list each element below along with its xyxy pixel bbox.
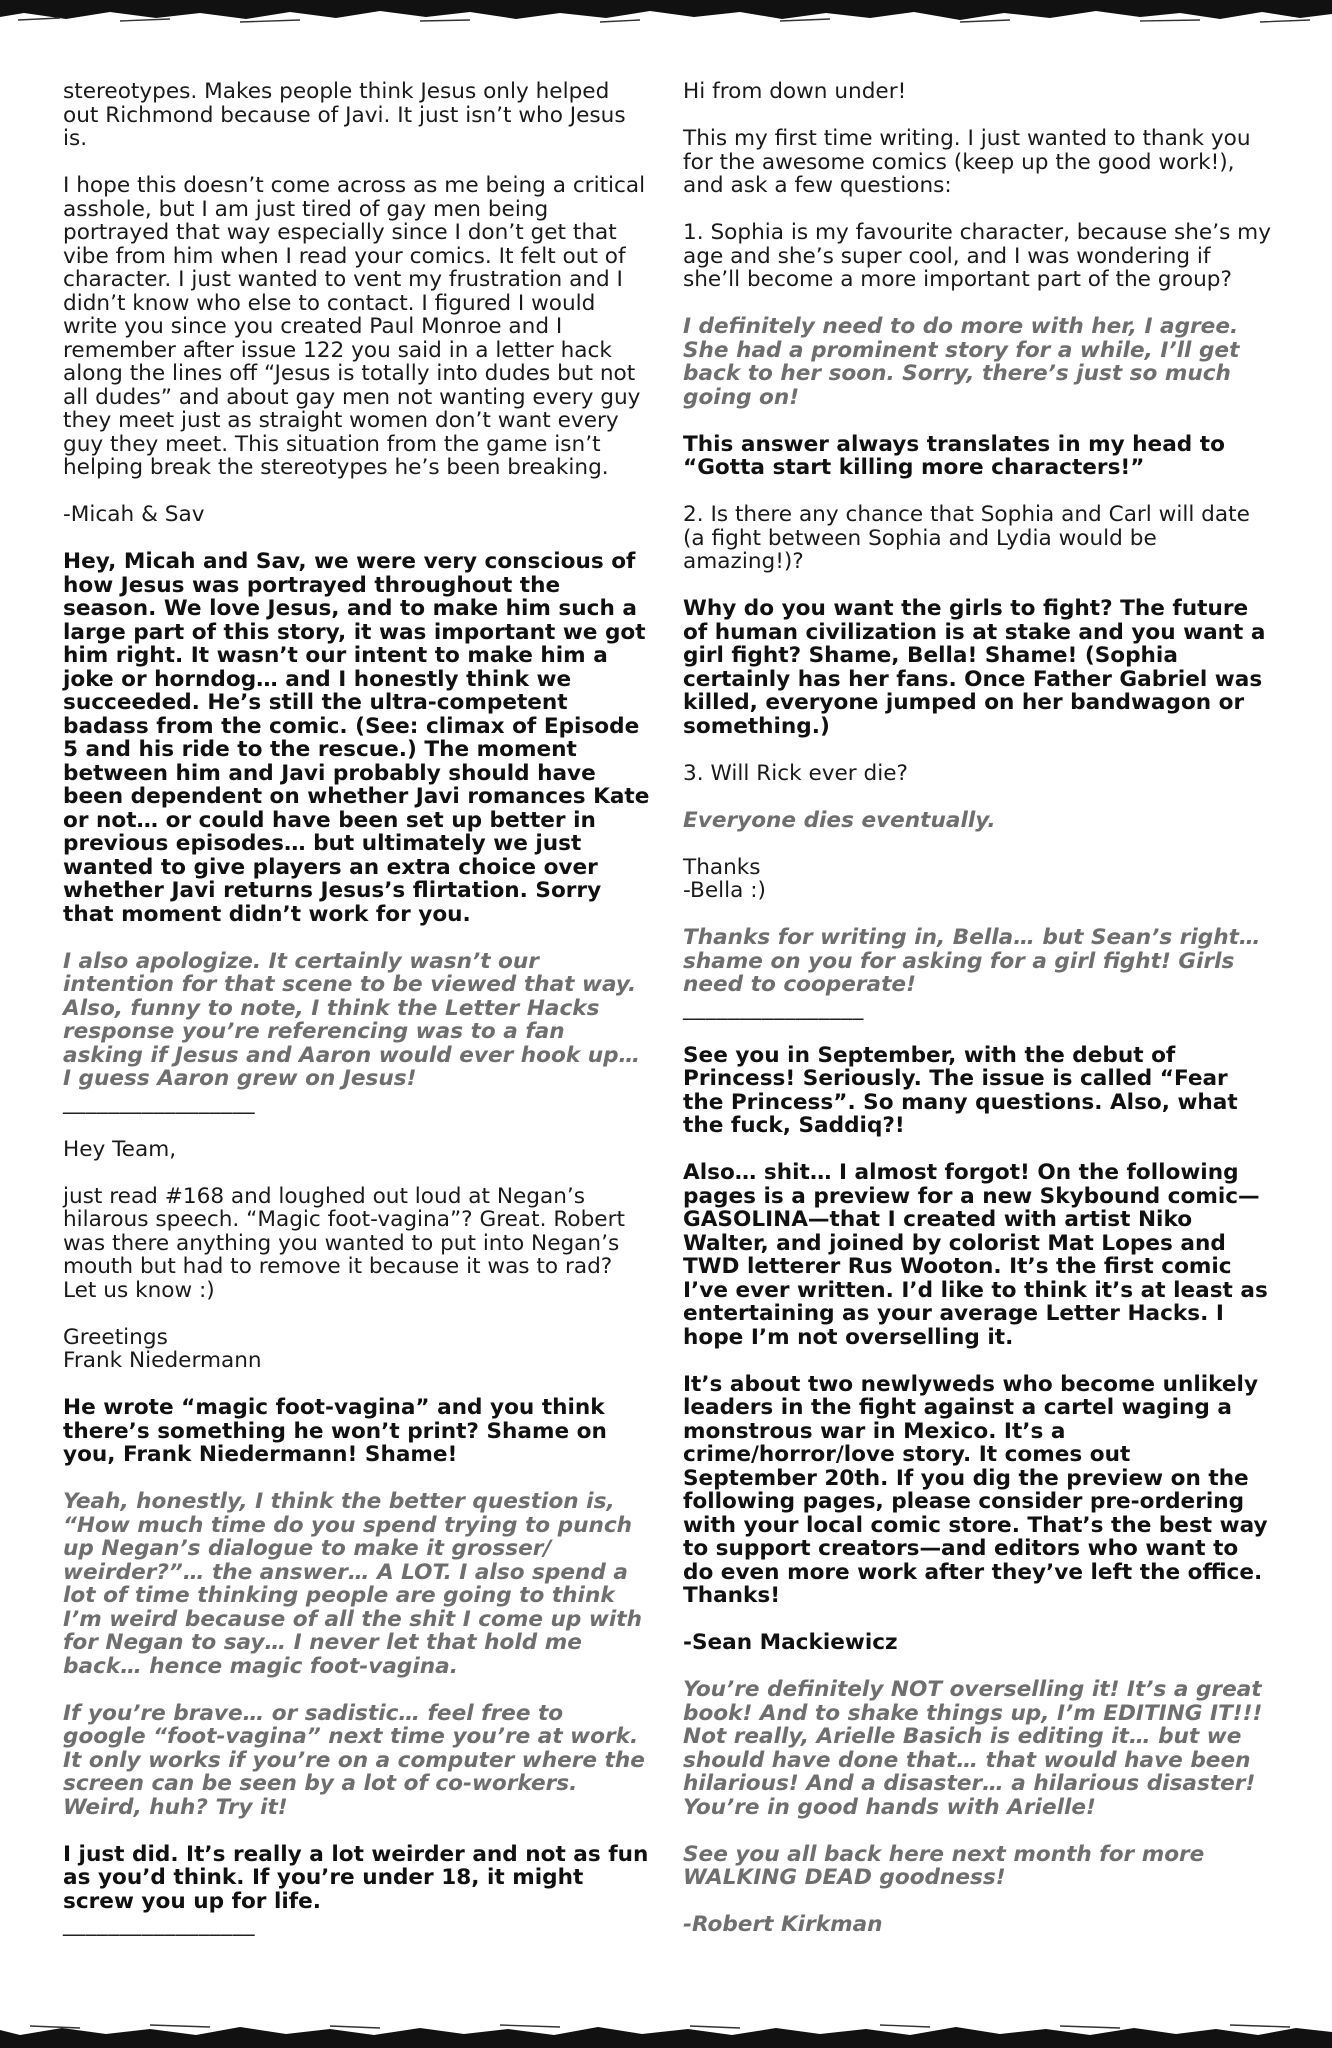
right-column: [683, 80, 1271, 1960]
editor-note: See you in September, with the debut of Princess! Seriously. The issue is called “Fear the Princess”. So many questions. Also, what the fuck, Saddiq?!: [683, 1042, 1238, 1138]
letter-signature: Greetings Frank Niedermann: [63, 1324, 262, 1373]
section-divider: _________________: [63, 1912, 256, 1937]
kirkman-reply: I also apologize. It certainly wasn’t our intention for that scene to be viewed that way. Also, funny to note, I think the Letter Hacks response you’re referencing was to a fan asking if Jesus and Aaron would ever hook up… I guess Aaron grew on Jesus!: [63, 948, 641, 1091]
editor-reply: Why do you want the girls to fight? The future of human civilization is at stake and you want a girl fight? Shame, Bella! Shame! (Sophia certainly has her fans. Once Father Gabriel was killed, everyone jumped on her bandwagon or something.): [683, 596, 1266, 739]
kirkman-reply: You’re definitely NOT overselling it! It’s a great book! And to shake things up, I’m EDITING IT!!! Not really, Arielle Basich is editing it… but we should have done that… that would have been hilarious! And a disaster… a hilarious disaster! You’re in good hands with Arielle!: [683, 1677, 1263, 1820]
editor-signature: -Sean Mackiewicz: [683, 1630, 898, 1655]
letter-paragraph: This my first time writing. I just wanted to thank you for the awesome comics (keep up the good work!), and ask a few questions:: [683, 126, 1251, 198]
letter-signature: -Micah & Sav: [63, 502, 205, 527]
torn-edge-top: [0, 0, 1332, 34]
kirkman-reply: Thanks for writing in, Bella… but Sean’s right… shame on you for asking for a girl fight! Girls need to cooperate!: [683, 925, 1261, 997]
kirkman-reply: If you’re brave… or sadistic… feel free to google “foot-vagina” next time you’re at work. It only works if you’re on a computer where the screen can be seen by a lot of co-workers. Weird, huh? Try it!: [63, 1700, 645, 1820]
letter-question: 2. Is there any chance that Sophia and Carl will date (a fight between Sophia and Lydia would be amazing!)?: [683, 502, 1250, 574]
section-divider: _________________: [63, 1089, 256, 1115]
letter-greeting: Hi from down under!: [683, 79, 907, 104]
editor-note: It’s about two newlyweds who become unlikely leaders in the fight against a cartel waging a monstrous war in Mexico. It’s a crime/horror/love story. It comes out September 20th. If you dig the preview on the following pages, please consider pre-ordering with your local comic store. That’s the best way to support creators—and editors who want to do even more work after they’ve left the office. Thanks!: [683, 1371, 1268, 1608]
section-divider: ________________: [683, 995, 864, 1021]
kirkman-reply: I definitely need to do more with her, I agree. She had a prominent story for a while, I’ll get back to her soon. Sorry, there’s just so much going on!: [683, 314, 1240, 410]
letter-paragraph: I hope this doesn’t come across as me being a critical asshole, but I am just tired of gay men being portrayed that way especially since I don’t get that vibe from him when I read your comics. It felt out of character. I just wanted to vent my frustration and I didn’t know who else to contact. I figured I would write you since you created Paul Monroe and I remember after issue 122 you said in a letter hack along the lines off “Jesus is totally into dudes but not all dudes” and about gay men not wanting every guy they meet just as straight women don’t want every guy they meet. This situation from the game isn’t helping break the stereotypes he’s been breaking.: [63, 173, 646, 480]
letter-paragraph: stereotypes. Makes people think Jesus only helped out Richmond because of Javi. It just isn’t who Jesus is.: [63, 79, 626, 151]
kirkman-signature: -Robert Kirkman: [683, 1912, 883, 1937]
kirkman-reply: See you all back here next month for more WALKING DEAD goodness!: [683, 1841, 1205, 1890]
left-column: [63, 80, 651, 1960]
editor-note: Also… shit… I almost forgot! On the following pages is a preview for a new Skybound comic—GASOLINA—that I created with artist Niko Walter, and joined by colorist Mat Lopes and TWD letterer Rus Wooton. It’s the first comic I’ve ever written. I’d like to think it’s at least as entertaining as your average Letter Hacks. I hope I’m not overselling it.: [683, 1160, 1268, 1350]
editor-reply: Hey, Micah and Sav, we were very conscious of how Jesus was portrayed throughout the season. We love Jesus, and to make him such a large part of this story, it was important we got him right. It wasn’t our intent to make him a joke or horndog… and I honestly think we succeeded. He’s still the ultra-competent badass from the comic. (See: climax of Episode 5 and his ride to the rescue.) The moment between him and Javi probably should have been dependent on whether Javi romances Kate or not… or could have been set up better in previous episodes… but ultimately we just wanted to give players an extra choice over whether Javi returns Jesus’s flirtation. Sorry that moment didn’t work for you.: [63, 549, 650, 927]
kirkman-reply: Everyone dies eventually.: [683, 807, 996, 833]
letter-signature: Thanks -Bella :): [683, 854, 766, 903]
letter-greeting: Hey Team,: [63, 1136, 177, 1162]
letter-question: 1. Sophia is my favourite character, because she’s my age and she’s super cool, and I was wondering if she’ll become a more important part of the group?: [683, 220, 1271, 292]
torn-edge-bottom: [0, 2014, 1332, 2048]
letter-paragraph: just read #168 and loughed out loud at Negan’s hilarous speech. “Magic foot-vagina”? Great. Robert was there anything you wanted to put into Negan’s mouth but had to remove it because it was to rad? Let us know :): [63, 1183, 625, 1303]
editor-reply: He wrote “magic foot-vagina” and you think there’s something he won’t print? Shame on you, Frank Niedermann! Shame!: [63, 1395, 607, 1467]
editor-reply: I just did. It’s really a lot weirder and not as fun as you’d think. If you’re under 18, it might screw you up for life.: [63, 1841, 649, 1914]
editor-reply: This answer always translates in my head to “Gotta start killing more characters!”: [683, 431, 1225, 480]
letter-question: 3. Will Rick ever die?: [683, 760, 908, 786]
kirkman-reply: Yeah, honestly, I think the better question is, “How much time do you spend trying to punch up Negan’s dialogue to make it grosser/ weirder?”… the answer… A LOT. I also spend a lot of time thinking people are going to think I’m weird because of all the shit I come up with for Negan to say… I never let that hold me back… hence magic foot-vagina.: [63, 1489, 642, 1679]
